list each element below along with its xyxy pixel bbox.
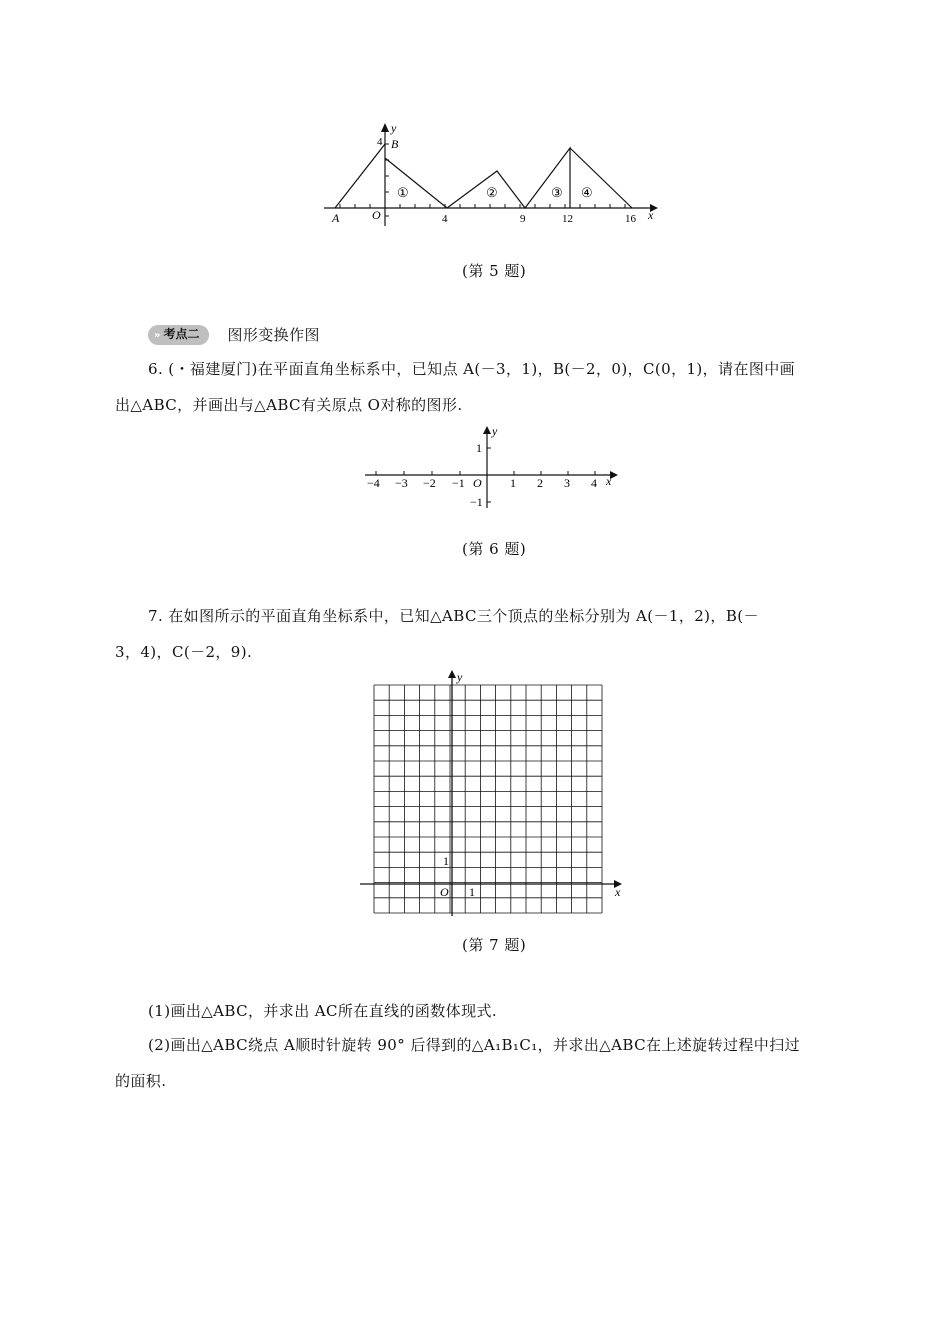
fig6-origin: O bbox=[473, 476, 482, 490]
fig6-tick-neg2: −2 bbox=[423, 476, 436, 490]
fig7-tick-x1: 1 bbox=[469, 885, 475, 899]
section-badge bbox=[148, 325, 209, 345]
fig5-origin: O bbox=[372, 208, 381, 222]
fig6-axis-x: x bbox=[606, 474, 612, 488]
fig7-axis-x: x bbox=[615, 885, 621, 899]
fig5-label-b: B bbox=[391, 137, 399, 151]
fig6-tick-2: 2 bbox=[537, 476, 543, 490]
fig5-axis-y: y bbox=[391, 121, 397, 135]
fig7-tick-y1: 1 bbox=[443, 854, 449, 868]
figure-7-grid bbox=[358, 668, 628, 918]
q7-sub2: (2)画出△ABC绕点 A顺时针旋转 90° 后得到的△A₁B₁C₁，并求出△ABC在上述旋转过程中扫过 bbox=[148, 1036, 800, 1054]
fig6-axis-y: y bbox=[492, 424, 498, 438]
fig5-tick-x9: 9 bbox=[520, 213, 526, 225]
fig6-tick-y1: 1 bbox=[476, 441, 482, 455]
fig7-caption: (第 7 题) bbox=[462, 936, 527, 954]
fig5-caption: (第 5 题) bbox=[462, 262, 527, 280]
fig6-tick-1: 1 bbox=[510, 476, 516, 490]
fig6-tick-yneg1: −1 bbox=[470, 495, 483, 509]
section-header bbox=[148, 324, 320, 346]
q7-sub1: (1)画出△ABC，并求出 AC所在直线的函数体现式. bbox=[148, 1002, 498, 1020]
q7-text-line1: 7. 在如图所示的平面直角坐标系中，已知△ABC三个顶点的坐标分别为 A(－1，2)，B(－ bbox=[148, 607, 759, 625]
fig5-axis-x: x bbox=[648, 208, 654, 222]
fig5-region-3: ③ bbox=[551, 185, 563, 200]
fig5-region-1: ① bbox=[397, 185, 409, 200]
q6-text-line2: 出△ABC，并画出与△ABC有关原点 O对称的图形. bbox=[115, 396, 463, 414]
fig6-tick-3: 3 bbox=[564, 476, 570, 490]
fig6-tick-neg1: −1 bbox=[452, 476, 465, 490]
q7-sub2-cont: 的面积. bbox=[115, 1072, 167, 1090]
fig5-tick-x12: 12 bbox=[562, 213, 573, 225]
fig5-tick-x4: 4 bbox=[442, 213, 448, 225]
q7-text-line2: 3，4)，C(－2，9). bbox=[115, 643, 253, 661]
figure-6-axes bbox=[360, 422, 622, 514]
fig5-tick-y4: 4 bbox=[377, 136, 383, 148]
figure-5-graph bbox=[320, 118, 660, 233]
fig5-label-a: A bbox=[332, 211, 340, 225]
q6-text-line1: 6. (・福建厦门)在平面直角坐标系中，已知点 A(－3，1)，B(－2，0)，C(0，1)，请在图中画 bbox=[148, 360, 796, 378]
section-title: 图形变换作图 bbox=[227, 326, 320, 344]
fig7-origin: O bbox=[440, 885, 449, 899]
fig5-tick-x16: 16 bbox=[625, 213, 636, 225]
section-badge-label: 考点二 bbox=[163, 327, 200, 341]
fig6-tick-neg4: −4 bbox=[367, 476, 380, 490]
fig6-tick-neg3: −3 bbox=[395, 476, 408, 490]
fig7-axis-y: y bbox=[457, 670, 463, 684]
fig5-region-4: ④ bbox=[581, 185, 593, 200]
fig6-caption: (第 6 题) bbox=[462, 540, 527, 558]
fig6-tick-4: 4 bbox=[591, 476, 597, 490]
fig5-region-2: ② bbox=[486, 185, 498, 200]
double-chevron-icon: » bbox=[154, 330, 161, 341]
